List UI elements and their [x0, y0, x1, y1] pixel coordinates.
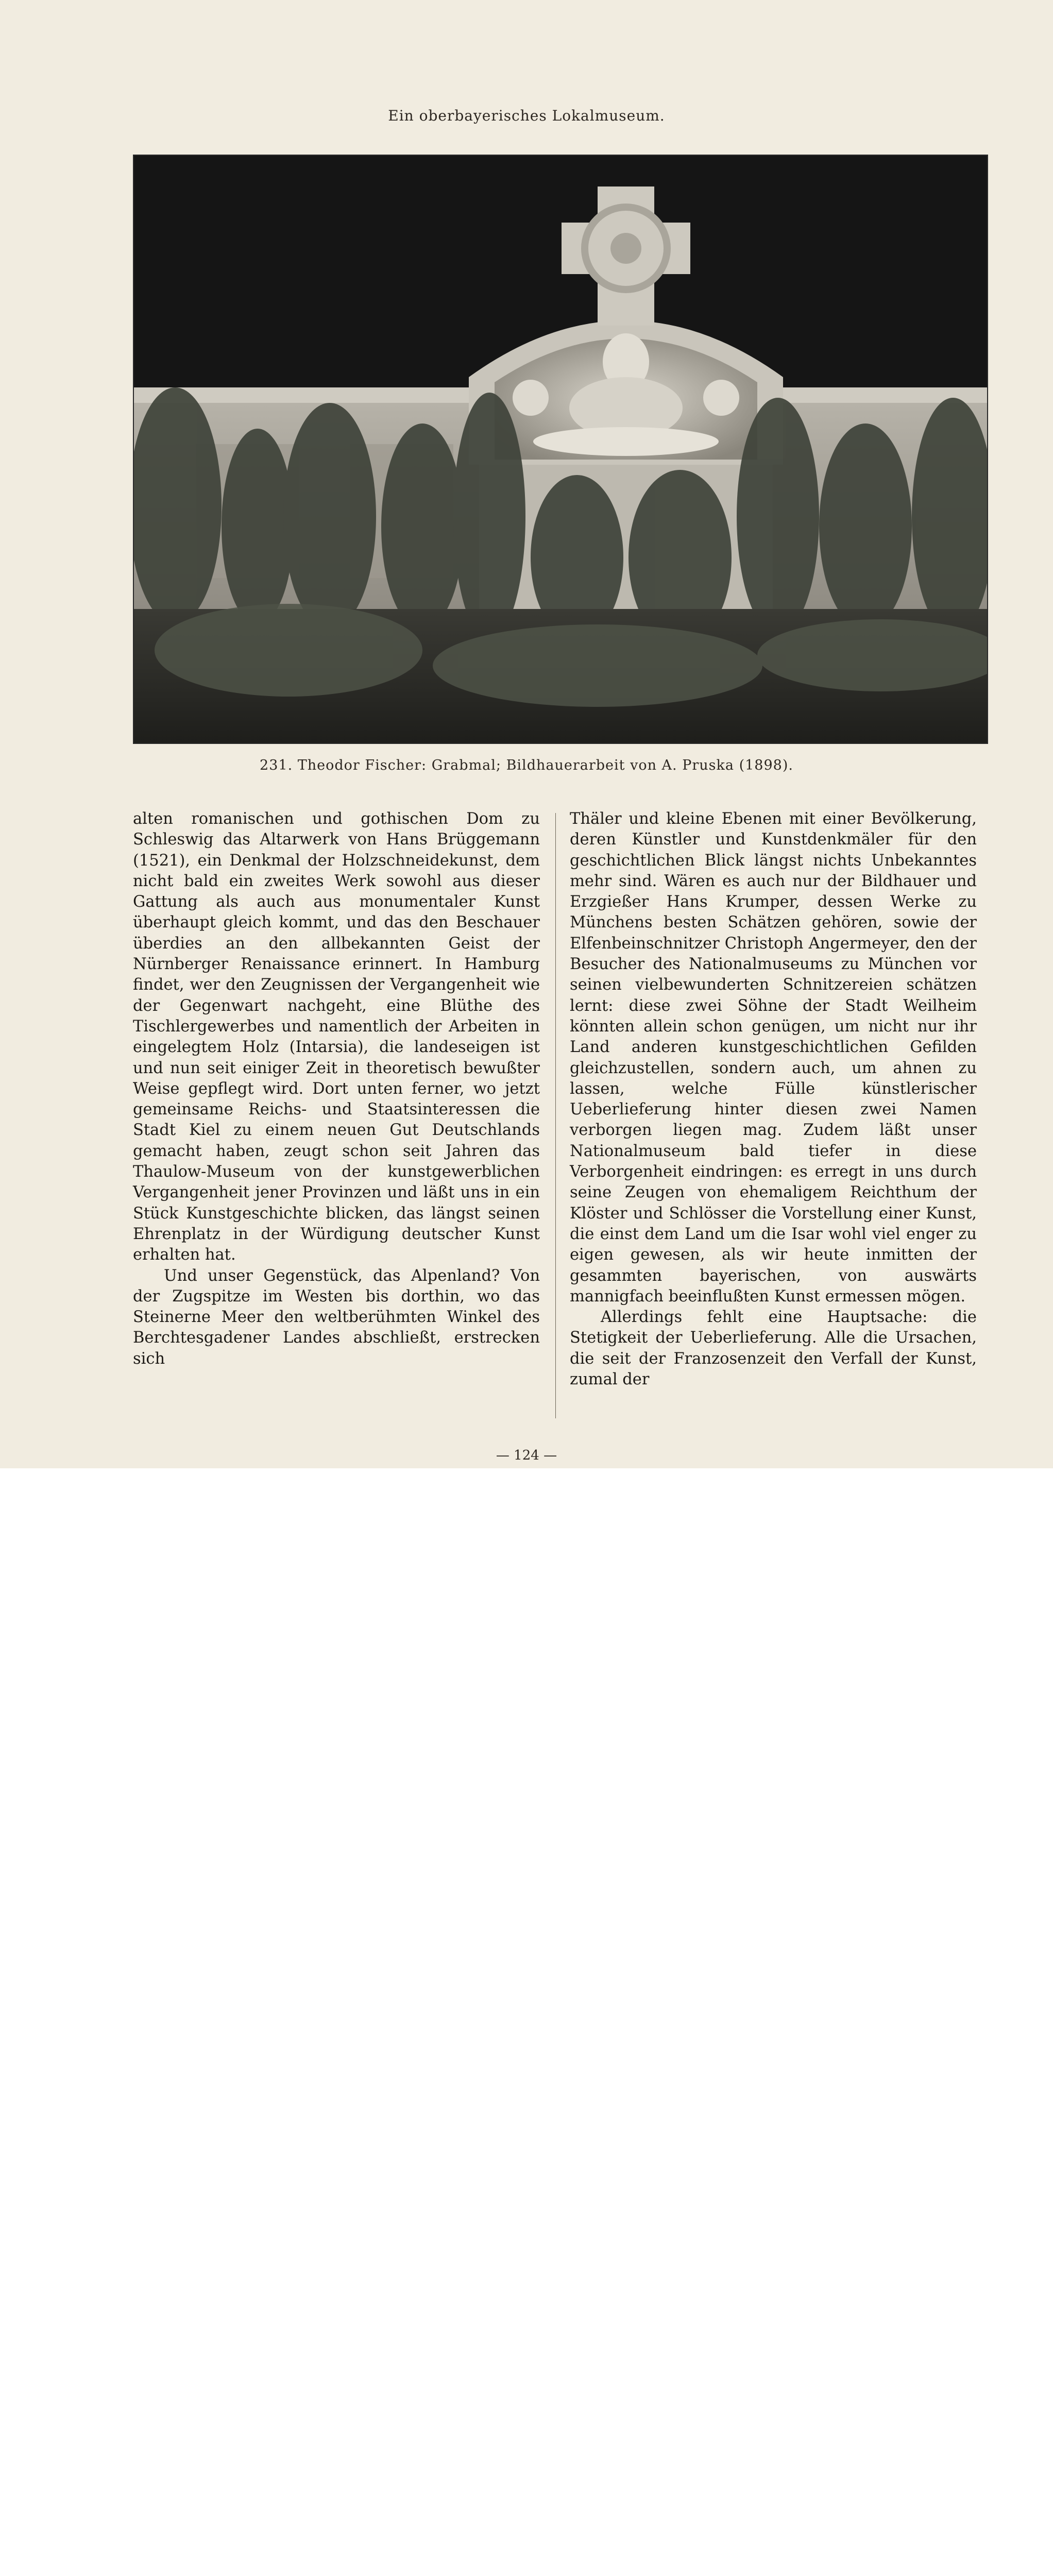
text-column-left: [133, 809, 540, 1369]
photograph-gravestone: [133, 155, 988, 744]
running-head: Ein oberbayerisches Lokalmuseum.: [388, 107, 665, 124]
text-column-right: [570, 809, 977, 1390]
paragraph: Thäler und kleine Ebenen mit einer Bevölkerung, deren Künstler und Kunstdenkmäler für den geschichtlichen Blick längst nichts Unbekanntes mehr sind. Wären es auch nur der Bildhauer und Erzgießer Hans Krumper, dessen Werke zu Münchens besten Schätzen gehören, sowie der Elfenbeinschnitzer Christoph Angermeyer, den der Besucher des Nationalmuseums zu München vor seinen vielbewunderten Schnitzereien schätzen lernt: diese zwei Söhne der Stadt Weilheim könnten allein schon genügen, um nicht nur ihr Land anderen kunstgeschichtlichen Gefilden gleichzustellen, sondern auch, um ahnen zu lassen, welche Fülle künstlerischer Ueberlieferung hinter diesen zwei Namen verborgen liegen mag. Zudem läßt unser Nationalmuseum bald tiefer in diese Verborgenheit eindringen: es erregt in uns durch seine Zeugen von ehemaligem Reichthum der Klöster und Schlösser die Vorstellung einer Kunst, die einst dem Land um die Isar wohl viel enger zu eigen gewesen, als wir heute inmitten der gesammten bayerischen, von auswärts mannigfach beeinflußten Kunst ermessen mögen.: [570, 810, 977, 1306]
column-divider: [555, 813, 556, 1418]
paragraph: Und unser Gegenstück, das Alpenland? Von der Zugspitze im Westen bis dorthin, wo das Steinerne Meer den weltberühmten Winkel des Berchtesgadener Landes abschließt, erstrecken sich: [133, 1266, 540, 1368]
paragraph: Allerdings fehlt eine Hauptsache: die Stetigkeit der Ueberlieferung. Alle die Ursachen, die seit der Franzosenzeit den Verfall der Kunst, zumal der: [570, 1308, 977, 1389]
page-number: — 124 —: [496, 1448, 557, 1463]
paragraph: alten romanischen und gothischen Dom zu Schleswig das Altarwerk von Hans Brüggemann (1521), ein Denkmal der Holzschneidekunst, dem nicht bald ein zweites Werk sowohl aus dieser Gattung als auch aus monumentaler Kunst überhaupt gleich kommt, und das den Beschauer überdies an den allbekannten Geist der Nürnberger Renaissance erinnert. In Hamburg findet, wer den Zeugnissen der Vergangenheit wie der Gegenwart nachgeht, eine Blüthe des Tischlergewerbes und namentlich der Arbeiten in eingelegtem Holz (Intarsia), die landeseigen ist und nun seit einiger Zeit in theoretisch bewußter Weise gepflegt wird. Dort unten ferner, wo jetzt gemeinsame Reichs- und Staatsinteressen die Stadt Kiel zu einem neuen Gut Deutschlands gemacht haben, zeugt schon seit Jahren das Thaulow-Museum von der kunstgewerblichen Vergangenheit jener Provinzen und läßt uns in ein Stück Kunstgeschichte blicken, das längst seinen Ehrenplatz in der Würdigung deutscher Kunst erhalten hat.: [133, 810, 540, 1264]
figure-caption: 231. Theodor Fischer: Grabmal; Bildhauerarbeit von A. Pruska (1898).: [260, 757, 793, 773]
digitization-footer: [0, 1468, 1053, 1558]
